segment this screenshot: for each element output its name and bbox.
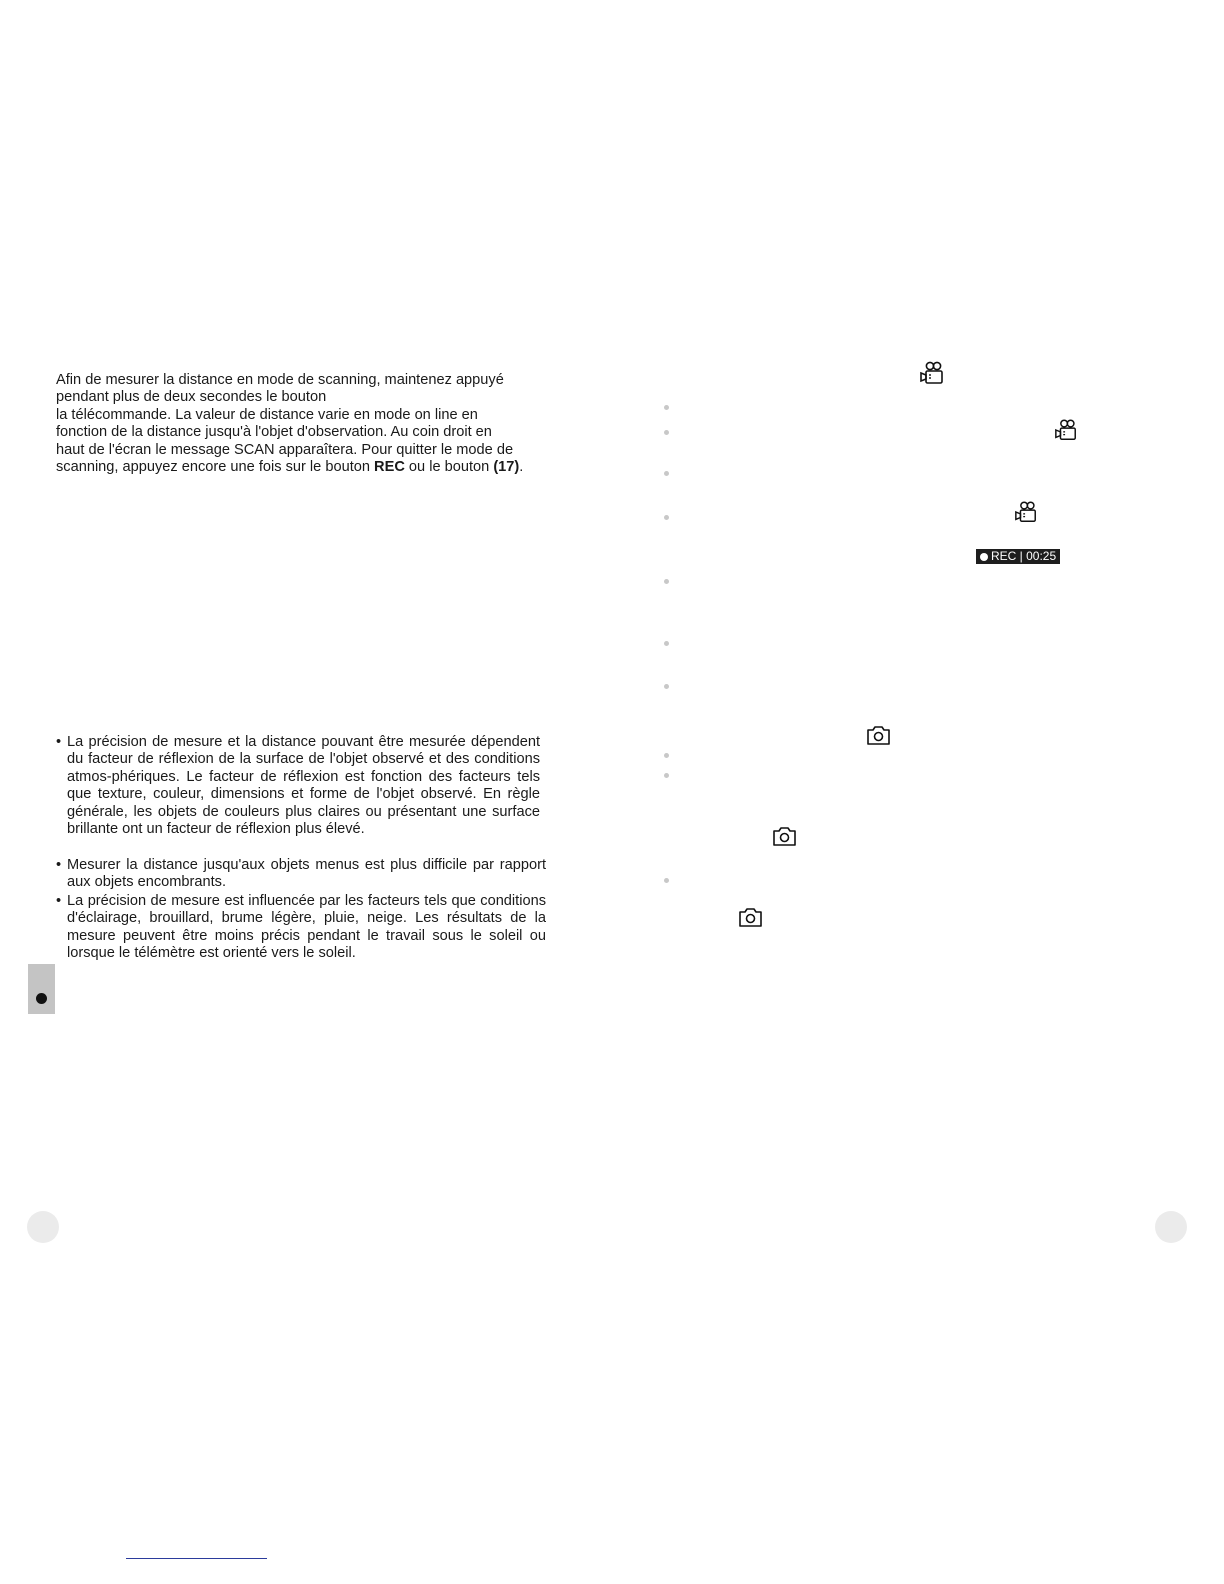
intro-paragraph xyxy=(56,372,538,476)
side-tab-marker xyxy=(28,964,55,1014)
bullet-text: La précision de mesure est influencée par les facteurs tels que conditions d'éclairage, brouillard, brume légère, pluie, neige. Les résultats de la mesure peuvent être moins précis pendant le travail sous le soleil ou lorsque le télémètre est orienté vers le soleil. xyxy=(67,893,546,962)
video-camera-icon xyxy=(919,360,945,386)
bullet-mark: • xyxy=(56,734,62,750)
bullet-item xyxy=(56,734,540,838)
bullet-mark: • xyxy=(56,893,62,909)
bullet-item xyxy=(56,857,546,892)
bullet-dot xyxy=(664,878,669,883)
bullet-dot xyxy=(664,773,669,778)
side-tab-dot xyxy=(36,993,47,1004)
bullet-dot xyxy=(664,753,669,758)
rec-badge-label: REC | 00:25 xyxy=(991,549,1057,563)
video-camera-icon xyxy=(1054,418,1078,442)
bullet-text: Mesurer la distance jusqu'aux objets menus est plus difficile par rapport aux objets encombrants. xyxy=(67,857,546,891)
rec-dot-icon xyxy=(980,553,988,561)
footer-link-underline xyxy=(126,1558,267,1559)
bullet-item xyxy=(56,893,546,963)
bullet-dot xyxy=(664,579,669,584)
intro-line: Afin de mesurer la distance en mode de scanning, maintenez appuyé xyxy=(56,372,504,388)
photo-camera-icon xyxy=(866,724,891,746)
video-camera-icon xyxy=(1014,500,1038,524)
page-number-circle-right xyxy=(1155,1211,1187,1243)
intro-line: la télécommande. La valeur de distance varie en mode on line en xyxy=(56,406,478,423)
intro-line-last: scanning, appuyez encore une fois sur le bouton REC ou le bouton (17). xyxy=(56,459,524,476)
bullet-dot xyxy=(664,405,669,410)
photo-camera-icon xyxy=(738,906,763,928)
bullet-dot xyxy=(664,641,669,646)
intro-line: haut de l'écran le message SCAN apparaîtera. Pour quitter le mode de xyxy=(56,441,514,458)
bullet-dot xyxy=(664,684,669,689)
bullet-text: La précision de mesure et la distance pouvant être mesurée dépendent du facteur de réflexion de la surface de l'objet observé et des conditions atmos-phériques. Le facteur de réflexion est fonction des facteurs tels que texture, couleur, dimensions et forme de l'objet observé. En règle générale, les objets de couleurs plus claires ou présentant une surface brillante ont un facteur de réflexion plus élevé. xyxy=(67,734,540,838)
photo-camera-icon xyxy=(772,825,797,847)
rec-button-ref: REC xyxy=(374,459,405,476)
bullet-mark: • xyxy=(56,857,62,873)
intro-line: fonction de la distance jusqu'à l'objet d'observation. Au coin droit en xyxy=(56,424,492,441)
button-17-ref: (17) xyxy=(493,459,520,476)
bullet-dot xyxy=(664,430,669,435)
rec-indicator-badge xyxy=(976,549,1060,564)
intro-line: pendant plus de deux secondes le bouton xyxy=(56,389,327,406)
bullet-dot xyxy=(664,515,669,520)
page-number-circle-left xyxy=(27,1211,59,1243)
bullet-dot xyxy=(664,471,669,476)
